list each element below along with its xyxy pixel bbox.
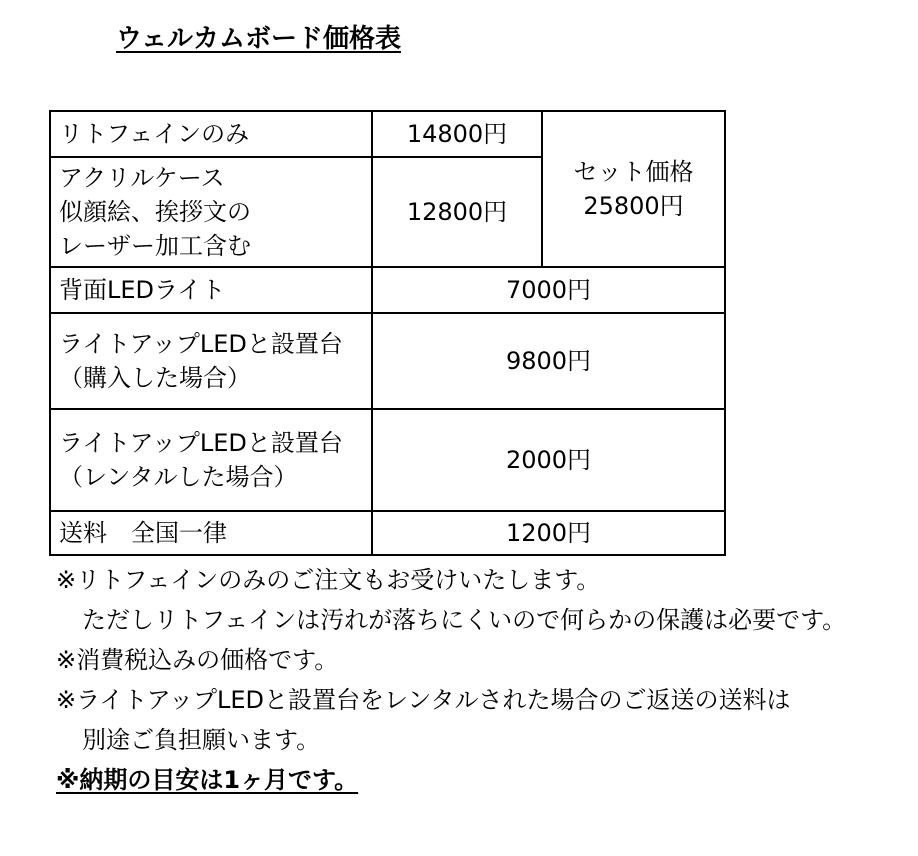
table-row-lightup-rental: [50, 409, 725, 511]
note-protection: ただしリトフェインは汚れが落ちにくいので何らかの保護は必要です。: [82, 606, 847, 634]
price-cell: 12800円: [372, 157, 542, 267]
price-cell: 14800円: [372, 111, 542, 157]
table-row-lightup-purchase: [50, 313, 725, 409]
item-cell: [50, 111, 372, 157]
item-cell: [50, 157, 372, 267]
item-cell: [50, 511, 372, 555]
note-litophane-only: ※リトフェインのみのご注文もお受けいたします。: [56, 566, 601, 594]
price-cell: 1200円: [372, 511, 725, 555]
note-tax-included: ※消費税込みの価格です。: [56, 646, 339, 674]
item-label: レーザー加工含む: [59, 232, 251, 260]
page-title: ウェルカムボード価格表: [116, 24, 401, 54]
set-price-value: 25800円: [583, 192, 684, 220]
item-label: ライトアップLEDと設置台: [59, 429, 343, 457]
item-cell: [50, 409, 372, 511]
note-return-cost: 別途ご負担願います。: [82, 726, 321, 754]
item-label: ライトアップLEDと設置台: [59, 330, 343, 358]
note-rental-return: ※ライトアップLEDと設置台をレンタルされた場合のご返送の送料は: [56, 686, 791, 714]
price-table: [49, 110, 726, 556]
item-label: アクリルケース: [59, 164, 225, 192]
notes: [56, 560, 846, 800]
table-row-back-led: [50, 267, 725, 313]
set-price-cell: [542, 111, 725, 267]
price-cell: 2000円: [372, 409, 725, 511]
item-label: 背面LEDライト: [59, 276, 226, 304]
table-row-litophane: [50, 111, 725, 157]
item-cell: [50, 313, 372, 409]
price-cell: 7000円: [372, 267, 725, 313]
item-label: 送料 全国一律: [59, 519, 227, 547]
note-delivery-time: ※納期の目安は1ヶ月です。: [56, 766, 359, 794]
item-cell: [50, 267, 372, 313]
price-cell: 9800円: [372, 313, 725, 409]
item-label: リトフェインのみ: [59, 120, 250, 148]
item-label: （購入した場合）: [59, 364, 251, 392]
item-label: （レンタルした場合）: [59, 463, 298, 491]
item-label: 似顔絵、挨拶文の: [59, 198, 251, 226]
table-row-shipping: [50, 511, 725, 555]
set-price-label: セット価格: [573, 158, 694, 186]
